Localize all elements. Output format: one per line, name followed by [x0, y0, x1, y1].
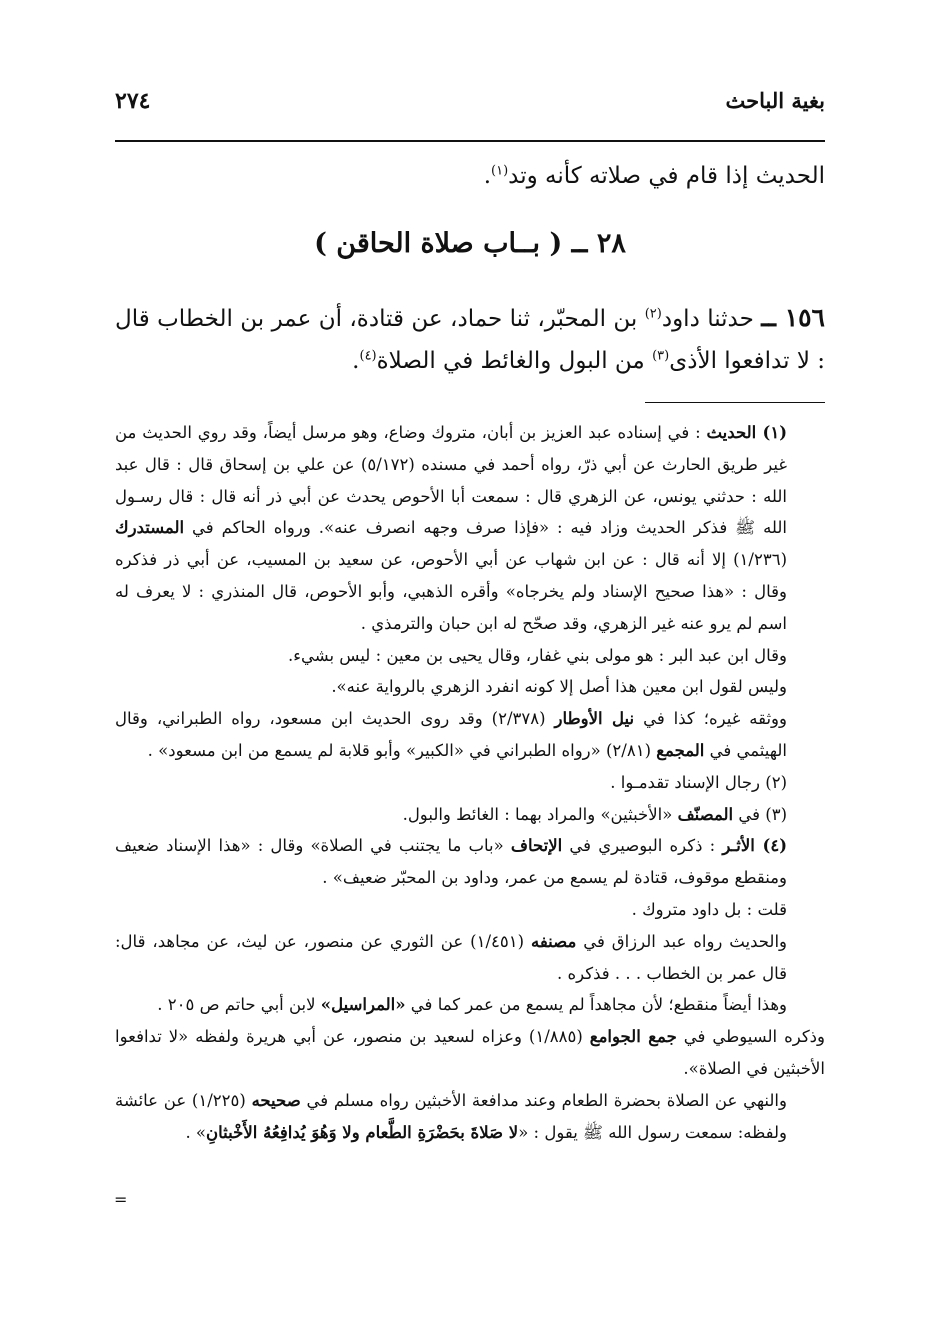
footnote-4-munqati: وهذا أيضاً منقطع؛ لأن مجاهداً لم يسمع من عمر كما في «المراسيل» لابن أبي حاتم ص ٢٠٥ .: [157, 995, 787, 1015]
chapter-heading: ٢٨ ــ ( بــاب صلاة الحاقن ): [314, 228, 626, 259]
footnote-ref: (١): [491, 163, 509, 179]
footnote-4: (٤) الأثـر : ذكره البوصيري في الإتحاف «باب ما يجتنب في الصلاة» وقال : «هذا الإسناد ضعيف ومنقطع موقوف، قتادة لم يسمع من عمر، وداود بن المحبّر ضعيف» .: [115, 836, 788, 888]
running-title: بغية الباحث: [725, 88, 825, 113]
footnote-ref: (٢): [644, 306, 662, 322]
footnote-4-abdulrazzaq: والحديث رواه عبد الرزاق في مصنفه (١/٤٥١) عن الثوري عن منصور، عن ليث، عن مجاهد، قال: قال عمر بن الخطاب . . . فذكره .: [115, 931, 787, 983]
footnote-1: (١) الحديث : في إسناده عبد العزيز بن أبان، متروك وضاع، وهو مرسل أيضاً، وقد روي الحديث من غير طريق الحارث عن أبي ذرّ، رواه أحمد في مسنده (٥/١٧٢) عن علي بن إسحاق قال : قال عبد الله : حدثني يونس، عن الزهري قال : سمعت أبا الأحوص يحدث عن أبي ذر أنه قال : قال رسـول الله ﷺ فذكر الحديث وزاد فيه : «فإذا صرف وجهه انصرف عنه». ورواه الحاكم في المستدرك (١/٢٣٦) إلا أنه قال : عن ابن شهاب عن أبي الأحوص، عن سعيد بن المسيب، عن أبي ذر فذكره وقال : «هذا صحيح الإسناد ولم يخرجاه» وأقره الذهبي، وأبو الأحوص، قال المنذري : لا يعرف له اسم لم يرو عنه غير الزهري، وقد صحّح له ابن حبان والترمذي .: [115, 423, 787, 633]
footnote-1-quote-a: وقال ابن عبد البر : هو مولى بني غفار، وقال يحيى بن معين : ليس بشيء.: [287, 645, 787, 665]
footnote-4-muslim: والنهي عن الصلاة بحضرة الطعام وعند مدافعة الأخبثين رواه مسلم في صحيحه (١/٢٢٥) عن عائشة ولفظه: سمعت رسول الله ﷺ يقول : «لا صَلاةَ بحَضْرَةِ الطَّعام ولا وَهُوَ يُدافِعُهُ الأَخْبثانِ» .: [115, 1090, 787, 1142]
footnote-1-quote-b: وليس لقول ابن معين هذا أصل إلا كونه انفرد الزهري بالرواية عنه».: [331, 677, 787, 697]
footnote-ref: (٤): [359, 348, 377, 364]
continuation-text: الحديث إذا قام في صلاته كأنه وتد$^{(١)}$.: [483, 163, 825, 189]
footnote-4-suyuti: وذكره السيوطي في جمع الجوامع (١/٨٨٥) وعزاه لسعيد بن منصور، عن أبي هريرة ولفظه «لا تدافعوا الأخبثين في الصلاة».: [115, 1027, 826, 1078]
footnote-1-cont: ووثقه غيره؛ كذا في نيل الأوطار (٢/٣٧٨) وقد روى الحديث ابن مسعود، رواه الطبراني، وقال الهيثمي في المجمع (٢/٨١) «رواه الطبراني في «الكبير» وأبو قلابة لم يسمع من ابن مسعود» .: [115, 709, 787, 760]
header-rule: [115, 140, 825, 142]
hadith-number: ١٥٦ ــ: [761, 303, 825, 332]
continued-mark: =: [114, 1190, 128, 1209]
footnote-separator: [645, 402, 825, 403]
footnote-3: (٣) في المصنّف «الأخبثين» والمراد بهما : الغائط والبول.: [402, 804, 787, 824]
page-header: [115, 88, 825, 122]
hadith-text: ١٥٦ ــ حدثنا داود$^{(٢)}$ بن المحبّر، ثنا حماد، عن قتادة، أن عمر بن الخطاب قال : لا تدافعوا الأذى$^{(٣)}$ من البول والغائط في الصلاة$^{(٤)}$.: [115, 303, 825, 374]
page-number: ٢٧٤: [115, 88, 151, 114]
footnote-4-comment: قلت : بل داود متروك .: [631, 899, 787, 919]
footnotes: [115, 417, 825, 1148]
footnote-2: (٢) رجال الإسناد تقدمـوا .: [610, 772, 787, 792]
footnote-ref: (٣): [652, 348, 670, 364]
